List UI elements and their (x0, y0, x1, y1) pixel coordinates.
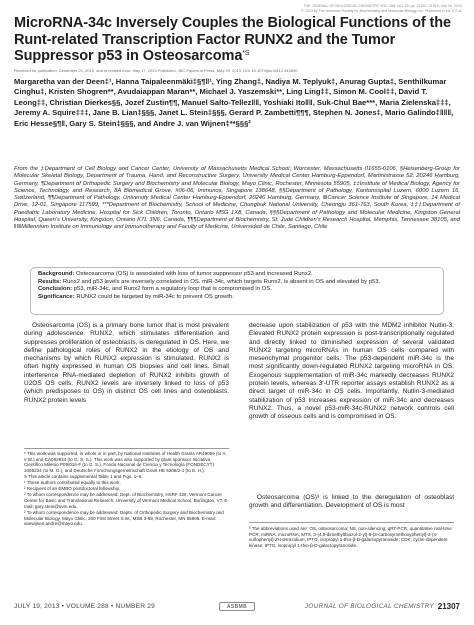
results-label: Results: (38, 278, 62, 285)
results-text: Runx2 and p53 levels are inversely correlated in OS. miR-34c, which targets Runx2, is absent in OS and elevated by p53. (62, 278, 381, 285)
footnote-fellowship: ² Recipient of an EMBO postdoctoral fellowship. (24, 486, 121, 492)
conclusion-text: p53, miR-34c, and Runx2 form a regulatory loop that is compromised in OS. (73, 286, 272, 293)
footnote-supplemental: S This article contains supplemental Table 1 and Figs. 1–6. (24, 474, 143, 480)
asbmb-logo: ASBMB (219, 602, 255, 611)
footnotes-left (24, 451, 229, 527)
title-text: MicroRNA-34c Inversely Couples the Biological Functions of the Runt-related Transcription Factor RUNX2 and the Tumor Suppressor p53 in Osteosarcoma (14, 15, 451, 64)
footnote-equal-contribution: ¹ These authors contributed equally to this work. (24, 480, 121, 486)
abstract-results (38, 279, 436, 287)
footnote-correspondence-1: ² To whom correspondence may be addressed: Dept. of Biochemistry, HSRF 326, Vermont Cancer Center for Basic and Translational Research, University of Vermont Medical School, Burlington, VT. E-mail: gary.stein@uvm.edu. (24, 492, 229, 509)
title-footnote-marks: *S (242, 50, 250, 57)
conclusion-label: Conclusion: (38, 286, 73, 293)
footnote-abbreviations: ³ The abbreviations used are: OS, osteosarcoma; NS, non-silencing; qRT-PCR, quantitative real-time PCR; miRNA, microRNA; MTS, 3-(4,5-dimethylthiazol-2-yl)-5-(3-carboxymethoxyphenyl)-2-(4-sulfophenyl)-2H-tetrazolium; IPTG, isopropyl 1-thio-β-D-galactopyranoside; CDK, cyclin-dependent kinase; IPTG, isopropyl 1-thio-β-D-galactopyranoside. (249, 526, 452, 549)
author-list: Margaretha van der Deen‡¹, Hanna Taipaleenmäki‡§¶‖¹, Ying Zhang‡, Nadiya M. Teplyuk‡, Anurag Gupta‡, Senthilkumar Cinghu‡, Kristen Shogren**, Avudaiappan Maran**, Michael J. Yaszemski**, Ling Ling‡‡, Simon M. Cool‡‡, David T. Leong‡‡, Christian Dierkes§§, Jozef Zustin¶¶, Manuel Salto-Tellez‖‖, Yoshiaki Ito‖‖, Suk-Chul Bae***, Maria Zielenska‡‡‡, Jeremy A. Squire‡‡‡, Jane B. Lian‡§§§, Janet L. Stein‡§§§, Gerard P. Zambetti¶¶¶, Stephen N. Jones‡, Mario Galindo‡‖‖‖, Eric Hesse§¶‖, Gary S. Stein‡§§§, and Andre J. van Wijnen‡**§§§² (14, 77, 454, 128)
footnote-divider-right (249, 522, 454, 523)
abstract-conclusion (38, 286, 436, 294)
masthead-line-1: THE JOURNAL OF BIOLOGICAL CHEMISTRY VOL. 288, NO. 29, pp. 21307–21319, July 19, 2013 (303, 4, 462, 8)
body-paragraph-left: Osteosarcoma (OS) is a primary bone tumor that is most prevalent during adolescence. RUNX2, which stimulates differentiation and suppresses proliferation of osteoblasts, is deregulated in OS. Here, we define pathological roles of RUNX2 in the etiology of OS and mechanisms by which RUNX2 expression is stimulated. RUNX2 is often highly expressed in human OS biopsies and cell lines. Small interference RNA-mediated depletion of RUNX2 inhibits growth of U2OS OS cells. RUNX2 levels are inversely linked to loss of p53 (which predisposes to OS) in distinct OS cell lines and osteoblasts. RUNX2 protein levels (24, 322, 229, 404)
issue-info: JULY 19, 2013 • VOLUME 288 • NUMBER 29 (14, 603, 155, 610)
footnote-correspondence-2: ² To whom correspondence may be addressed: Depts. of Orthopedic Surgery and Biochemistry and Molecular Biology, Mayo Clinic, 200 First Street S.W., MSB 3-69, Rochester, MN 55905. E-mail: vanwijnen.andre@mayo.edu. (24, 509, 224, 527)
received-dates: Received for publication, December 21, 2012, and in revised form, May 17, 2013 Published, JBC Papers in Press, May 29, 2013, DOI 10.1074/jbc.M112.445890 (14, 68, 298, 73)
significance-text: RUNX2 could be targeted by miR-34c to prevent OS growth. (76, 293, 234, 300)
abstract-body-right (249, 322, 454, 422)
introduction-paragraph: Osteosarcoma (OS)³ is linked to the deregulation of osteoblast growth and differentiation. Development of OS is most (249, 494, 454, 510)
journal-masthead (202, 4, 462, 13)
footnote-divider-left (24, 448, 229, 449)
page-number: 21307 (437, 602, 460, 611)
body-paragraph-right: decrease upon stabilization of p53 with the MDM2 inhibitor Nutlin-3. Elevated RUNX2 protein expression is post-transcriptionally regulated and directly linked to diminished expression of several validated RUNX2 targeting microRNAs in human OS cells compared with mesenchymal progenitor cells. The p53-dependent miR-34c is the most significantly down-regulated RUNX2 targeting microRNA in OS. Exogenous supplementation of miR-34c markedly decreases RUNX2 protein levels, whereas 3′-UTR reporter assays establish RUNX2 as a direct target of miR-34c in OS cells. Importantly, Nutlin-3-mediated stabilization of p53 increases expression of miR-34c and decreases RUNX2. Thus, a novel p53-miR-34c-RUNX2 network controls cell growth of osseous cells and is compromised in OS. (249, 322, 454, 421)
article-title (14, 15, 460, 65)
abstract-body-left (24, 322, 229, 405)
structured-abstract-box (30, 267, 444, 315)
affiliations: From the ‡Department of Cell Biology and Cancer Center, University of Massachusetts Medical School, Worcester, Massachusetts 01655-0106, §Heisenberg-Group for Molecular Skeletal Biology, Department of Trauma, Hand, and Reconstructive Surgery, University Medical Center Hamburg-Eppendorf, Martinistrasse 52, 20246 Hamburg, Germany, ¶Department of Orthopedic Surgery and Biochemistry and Molecular Biology, Mayo Clinic, Rochester, Minnesota 55905, ‡‡Institute of Medical Biology, Agency for Science, Technology, and Research, 8A Biomedical Grove, #06-06, Immunos, Singapore 138648, §§Department of Pathology, Kantonsspital Luzern, 6000 Luzern 16, Switzerland, ¶¶Department of Pathology, University Medical Center Hamburg-Eppendorf, 20246 Hamburg, Germany, ‖‖Cancer Science Institute of Singapore, 14 Medical Drive, 12-01, Singapore 117599, ***Department of Biochemistry, School of Medicine, Chungbuk National University, Cheongju 361-763, South Korea, ‡‡‡Department of Paediatric Laboratory Medicine, Hospital for Sick Children, Toronto, Ontario M5G 1X8, Canada, §§§Department of Pathology and Molecular Medicine, Kingston General Hospital, Queen's University, Kingston, Ontario K7L 3N6, Canada, ¶¶¶Department of Biochemistry, St. Jude Children's Research Hospital, Memphis, Tennessee 38105, and ‖‖‖Millennium Institute on Immunology and Immunotherapy and Faculty of Medicine, Universidad de Chile, Santiago, Chile (14, 166, 460, 231)
abstract-background (38, 271, 436, 279)
page-footer (14, 601, 460, 613)
introduction-start (249, 494, 454, 511)
background-text: Osteosarcoma (OS) is associated with loss of tumor suppressor p53 and increased Runx2. (75, 271, 313, 277)
significance-label: Significance: (38, 293, 75, 300)
background-label: Background: (38, 271, 75, 277)
journal-name: JOURNAL OF BIOLOGICAL CHEMISTRY (304, 603, 434, 610)
abstract-significance (38, 294, 436, 302)
footnote-funding: * This work was supported, in whole or in part, by National Institutes of Health Grants AR49069 (to A. v-W.) and CA082834 (to G. S. S.). This work was also supported by grant sponsors Iniciativa Científico Milenio P09/016-F (to G. S.), Fondo Nacional de Ciencia y Tecnología (FONDECYT) 1095234 (to M. G.), and Deutsche Forschungsgemeinschaft Grant HE 5208/2-1 (to E. H.). (24, 451, 227, 474)
masthead-line-2: © 2013 by The American Society for Biochemistry and Molecular Biology, Inc. Published in the U.S.A. (301, 8, 462, 13)
